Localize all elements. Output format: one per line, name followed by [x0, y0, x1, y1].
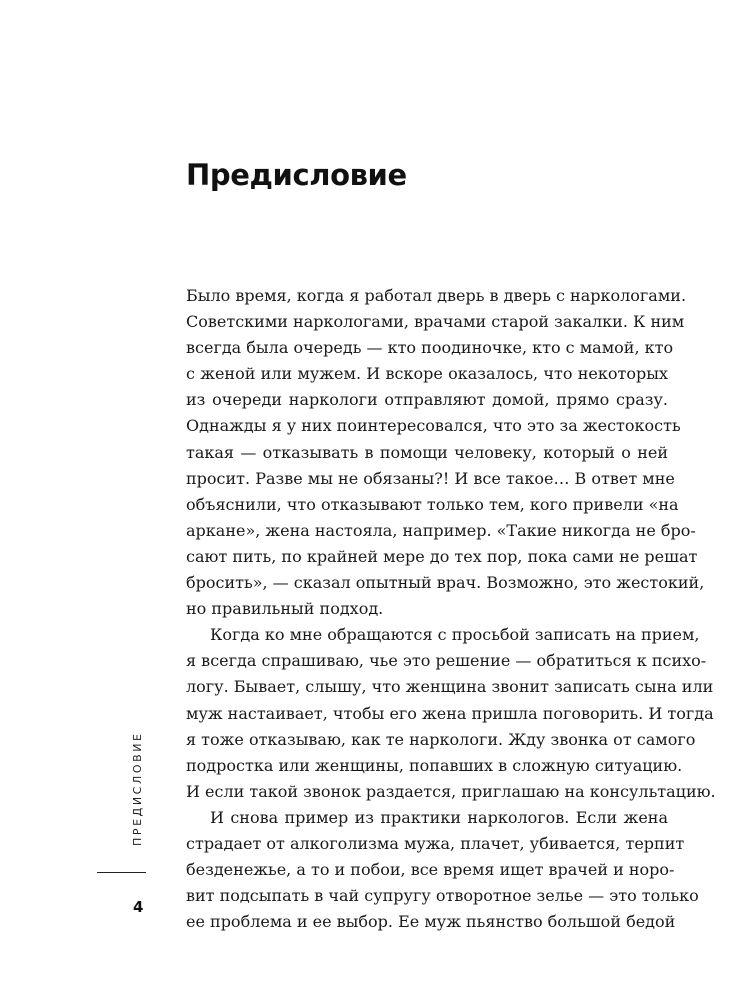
text-line: такая — отказывать в помощи человеку, который о ней: [186, 442, 668, 462]
text-line: но правильный подход.: [186, 599, 384, 619]
text-line: вит подсыпать в чай супругу отворотное зелье — это только: [186, 886, 699, 906]
paragraph-2: [186, 622, 716, 805]
text-line: подростка или женщины, попавших в сложную ситуацию.: [186, 755, 683, 775]
text-line: всегда была очередь — кто поодиночке, кто с мамой, кто: [186, 338, 674, 358]
text-line: муж настаивает, чтобы его жена пришла поговорить. И тогда: [186, 703, 714, 723]
text-line: логу. Бывает, слышу, что женщина звонит записать сына или: [186, 677, 714, 697]
text-line: объяснили, что отказывают только тем, кого привели «на: [186, 494, 679, 514]
text-line: безденежье, а то и побои, все время ищет врачей и норо-: [186, 860, 675, 880]
text-line: страдает от алкоголизма мужа, плачет, убивается, терпит: [186, 833, 685, 853]
text-line: И если такой звонок раздается, приглашаю на консультацию.: [186, 781, 716, 801]
text-line: ее проблема и ее выбор. Ее муж пьянство большой бедой: [186, 912, 676, 932]
chapter-title: Предисловие: [186, 158, 407, 192]
text-line: я всегда спрашиваю, чье это решение — обратиться к психо-: [186, 651, 707, 671]
text-line: сают пить, по крайней мере до тех пор, пока сами не решат: [186, 546, 698, 566]
text-line: с женой или мужем. И вскоре оказалось, что некоторых: [186, 364, 668, 384]
running-head: ПРЕДИСЛОВИЕ: [131, 731, 144, 846]
page-number: 4: [133, 898, 144, 916]
text-line: из очереди наркологи отправляют домой, прямо сразу.: [186, 390, 668, 410]
text-line: И снова пример из практики наркологов. Если жена: [210, 807, 668, 827]
paragraph-1: [186, 283, 705, 622]
text-line: Советскими наркологами, врачами старой закалки. К ним: [186, 312, 685, 332]
paragraph-3: [186, 805, 699, 935]
text-line: аркане», жена настояла, например. «Такие никогда не бро-: [186, 520, 696, 540]
text-line: Было время, когда я работал дверь в дверь с наркологами.: [186, 286, 687, 305]
text-line: бросить», — сказал опытный врач. Возможно, это жестокий,: [186, 573, 705, 593]
text-line: я тоже отказываю, как те наркологи. Жду звонка от самого: [186, 729, 696, 749]
running-head-rule: [97, 872, 146, 873]
text-line: Когда ко мне обращаются с просьбой записать на прием,: [210, 625, 700, 645]
text-line: Однажды я у них поинтересовался, что это за жестокость: [186, 416, 681, 436]
text-line: просит. Разве мы не обязаны?! И все такое… В ответ мне: [186, 468, 675, 488]
body-text: [186, 283, 716, 935]
